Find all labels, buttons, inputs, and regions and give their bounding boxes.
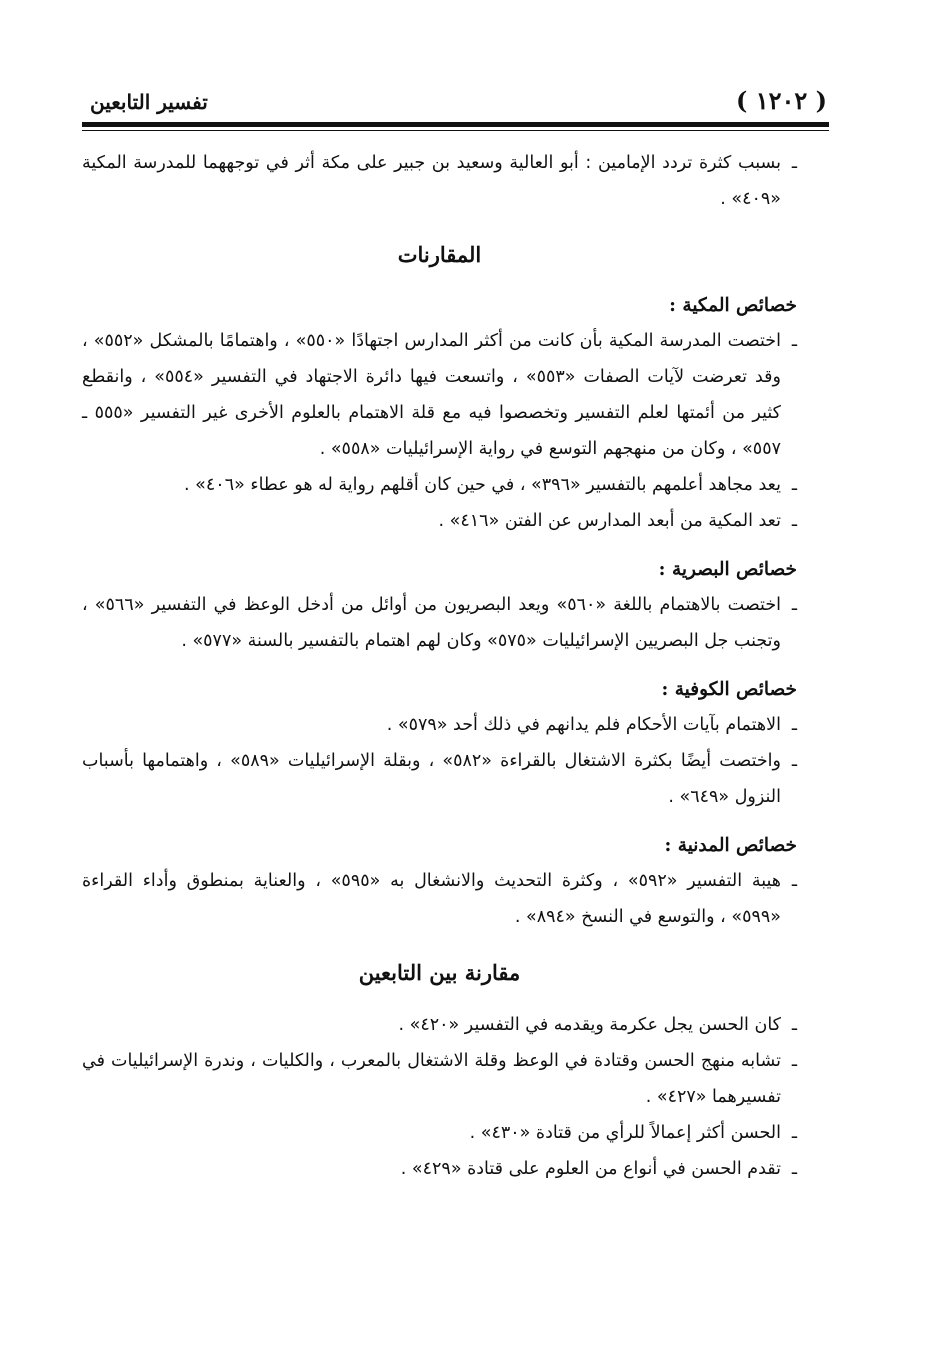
list-item-text: اختصت بالاهتمام باللغة «٥٦٠» ويعد البصريون من أوائل من أدخل الوعظ في التفسير «٥٦٦» ، وتجنب جل البصريين الإسرائيليات «٥٧٥» وكان لهم اهتمام بالتفسير بالسنة «٥٧٧» . [82, 595, 781, 651]
page-header [82, 82, 827, 122]
list-dash: ـ [791, 1051, 797, 1071]
list-dash: ـ [791, 751, 797, 771]
list-dash: ـ [791, 153, 797, 173]
header-rule-thick [82, 122, 829, 127]
subheading-kufa: خصائص الكوفية : [661, 679, 797, 700]
subheading-makkah: خصائص المكية : [669, 295, 797, 316]
list-item-text: كان الحسن يجل عكرمة ويقدمه في التفسير «٤٢٠» . [398, 1015, 781, 1035]
list-dash: ـ [791, 595, 797, 615]
list-item [82, 1043, 797, 1115]
list-dash: ـ [791, 331, 797, 351]
list-item [82, 323, 797, 467]
list-dash: ـ [791, 871, 797, 891]
list-item [82, 503, 797, 539]
list-item-text: الاهتمام بآيات الأحكام فلم يدانهم في ذلك أحد «٥٧٩» . [386, 715, 781, 735]
list-item [82, 1007, 797, 1043]
list-item-text: اختصت المدرسة المكية بأن كانت من أكثر المدارس اجتهادًا «٥٥٠» ، واهتمامًا بالمشكل «٥٥٢» ، وقد تعرضت لآيات الصفات «٥٥٣» ، واتسعت فيها دائرة الاجتهاد في التفسير «٥٥٤» ، وانقطع كثير من أئمتها لعلم التفسير وتخصصوا فيه مع قلة الاهتمام بالعلوم الأخرى غير التفسير «٥٥٥ ـ ٥٥٧» ، وكان من منهجهم التوسع في رواية الإسرائيليات «٥٥٨» . [82, 331, 781, 459]
section-title-comparisons: المقارنات [397, 242, 482, 267]
page-body [82, 145, 797, 1272]
list-dash: ـ [791, 1123, 797, 1143]
list-item [82, 1115, 797, 1151]
list-item-text: تشابه منهج الحسن وقتادة في الوعظ وقلة الاشتغال بالمعرب ، والكليات ، وندرة الإسرائيليات في تفسيرهما «٤٢٧» . [82, 1051, 781, 1107]
list-dash: ـ [791, 1015, 797, 1035]
list-dash: ـ [791, 715, 797, 735]
list-item-text: بسبب كثرة تردد الإمامين : أبو العالية وسعيد بن جبير على مكة أثر في توجههما للمدرسة المكية «٤٠٩» . [82, 153, 781, 209]
header-rule-thin [82, 130, 829, 131]
list-item [82, 587, 797, 659]
list-item-text: واختصت أيضًا بكثرة الاشتغال بالقراءة «٥٨٢» ، وبقلة الإسرائيليات «٥٨٩» ، واهتمامها بأسباب النزول «٦٤٩» . [82, 751, 781, 807]
subheading-madinah: خصائص المدنية : [664, 835, 797, 856]
list-dash: ـ [791, 475, 797, 495]
running-title: تفسير التابعين [90, 90, 208, 114]
subheading-basra: خصائص البصرية : [658, 559, 797, 580]
list-item-text: الحسن أكثر إعمالاً للرأي من قتادة «٤٣٠» . [469, 1123, 781, 1143]
list-item [82, 467, 797, 503]
list-item-text: هيبة التفسير «٥٩٢» ، وكثرة التحديث والانشغال به «٥٩٥» ، والعناية بمنطوق وأداء القراءة «٥٩٩» ، والتوسع في النسخ «٨٩٤» . [82, 871, 782, 927]
page-number: ( ١٢٠٢ ) [736, 86, 827, 115]
list-item [82, 743, 797, 815]
list-item-text: يعد مجاهد أعلمهم بالتفسير «٣٩٦» ، في حين كان أقلهم رواية له هو عطاء «٤٠٦» . [184, 475, 781, 495]
list-item [82, 1151, 797, 1187]
list-item-text: تقدم الحسن في أنواع من العلوم على قتادة «٤٢٩» . [400, 1159, 781, 1179]
list-item-text: تعد المكية من أبعد المدارس عن الفتن «٤١٦» . [438, 511, 781, 531]
list-item [82, 145, 797, 217]
list-item [82, 707, 797, 743]
list-dash: ـ [791, 511, 797, 531]
list-dash: ـ [791, 1159, 797, 1179]
list-item [82, 863, 797, 935]
section-title-tabiin-comparison: مقارنة بين التابعين [358, 960, 521, 985]
